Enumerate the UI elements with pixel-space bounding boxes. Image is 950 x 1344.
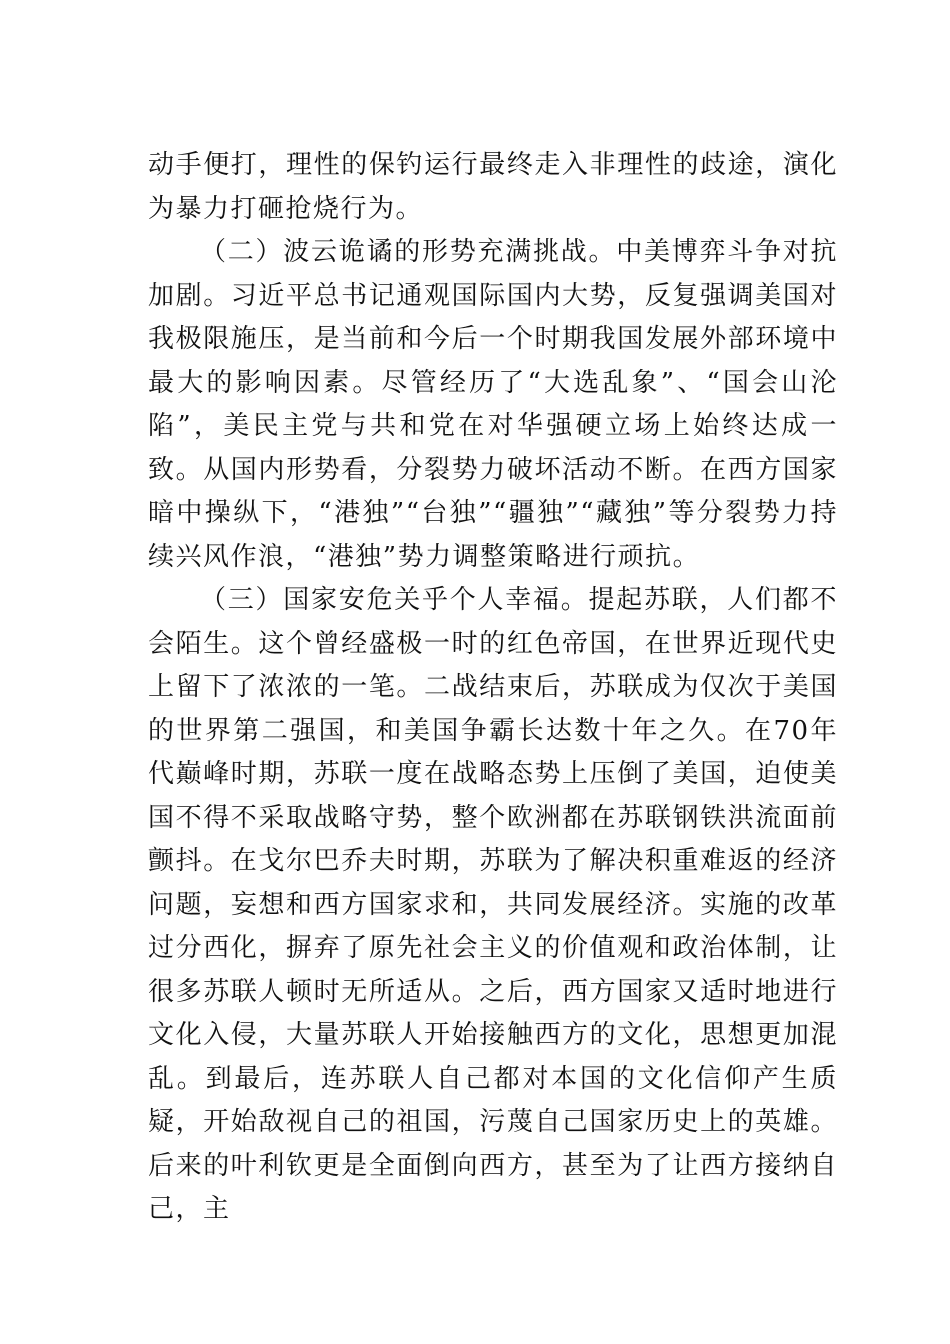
body-text [148, 144, 838, 1232]
section-heading: （三）国家安危关乎个人幸福。 [200, 585, 589, 615]
paragraph-text: 提起苏联，人们都不会陌生。这个曾经盛极一时的红色帝国，在世界近现代史上留下了浓浓的一笔。二战结束后，苏联成为仅次于美国的世界第二强国，和美国争霸长达数十年之久。在70年代巅峰时期，苏联一度在战略态势上压倒了美国，迫使美国不得不采取战略守势，整个欧洲都在苏联钢铁洪流面前颤抖。在戈尔巴乔夫时期，苏联为了解决积重难返的经济问题，妄想和西方国家求和，共同发展经济。实施的改革过分西化，摒弃了原先社会主义的价值观和政治体制，让很多苏联人顿时无所适从。之后，西方国家又适时地进行文化入侵，大量苏联人开始接触西方的文化，思想更加混乱。到最后，连苏联人自己都对本国的文化信仰产生质疑，开始敌视自己的祖国，污蔑自己国家历史上的英雄。后来的叶利钦更是全面倒向西方，甚至为了让西方接纳自己，主 [148, 585, 838, 1224]
section-heading: （二）波云诡谲的形势充满挑战。 [200, 237, 617, 267]
paragraph-situation-challenges [148, 231, 838, 579]
paragraph-continuation [148, 144, 838, 231]
paragraph-national-security [148, 579, 838, 1232]
paragraph-text: 动手便打，理性的保钓运行最终走入非理性的歧途，演化为暴力打砸抢烧行为。 [148, 150, 838, 224]
paragraph-text: 中美博弈斗争对抗加剧。习近平总书记通观国际国内大势，反复强调美国对我极限施压，是当前和今后一个时期我国发展外部环境中最大的影响因素。尽管经历了“大选乱象”、“国会山沦陷”，美民主党与共和党在对华强硬立场上始终达成一致。从国内形势看，分裂势力破坏活动不断。在西方国家暗中操纵下，“港独”“台独”“疆独”“藏独”等分裂势力持续兴风作浪，“港独”势力调整策略进行顽抗。 [148, 237, 838, 572]
